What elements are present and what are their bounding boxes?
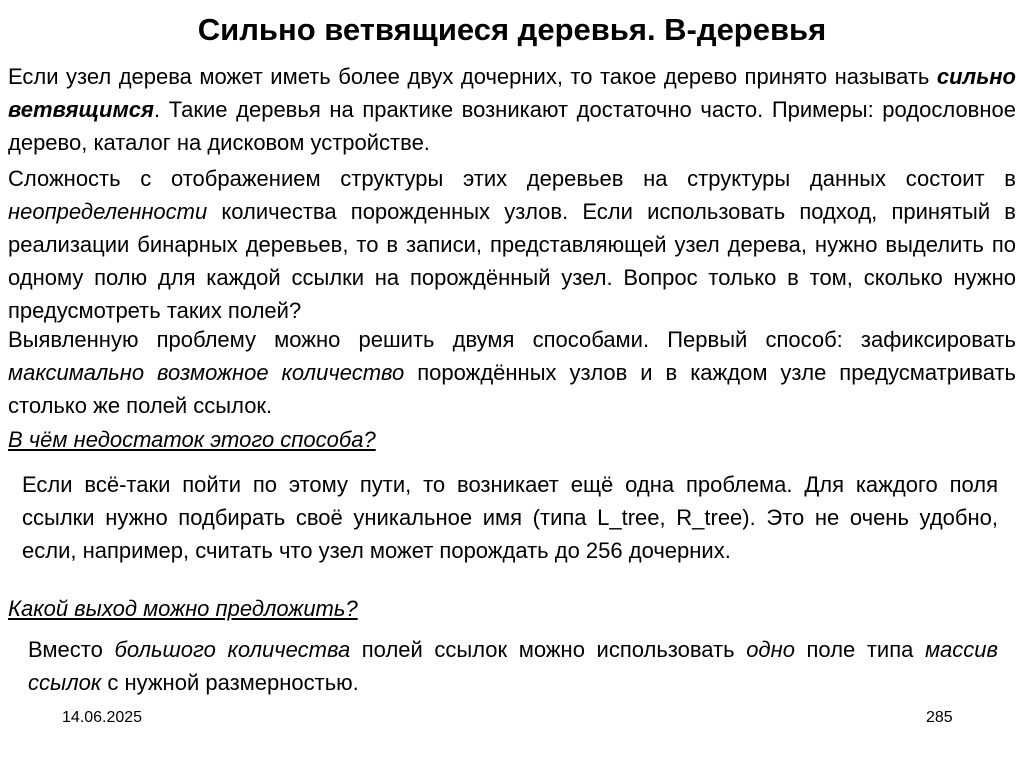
paragraph-text: полей ссылок можно использовать: [350, 637, 747, 662]
emphasis-term: максимально возможное количество: [8, 360, 405, 385]
page-number: 285: [926, 709, 953, 726]
paragraph-text: Сложность с отображением структуры этих деревьев на структуры данных состоит в: [8, 166, 1016, 191]
question-alternative: Какой выход можно предложить?: [8, 596, 358, 621]
paragraph-solution: [8, 323, 1016, 422]
paragraph-text: поле типа: [794, 637, 925, 662]
paragraph-text: количества порожденных узлов. Если использовать подход, принятый в реализации бинарных деревьев, то в записи, представляющей узел дерева, нужно выделить по одному полю для каждой ссылки на порождённый узел. Вопрос только в том, сколько нужно предусмотреть таких полей?: [8, 199, 1016, 323]
paragraph-text: Если всё-таки пойти по этому пути, то возникает ещё одна проблема. Для каждого поля ссылки нужно подбирать своё уникальное имя (типа L_tree, R_tree). Это не очень удобно, если, например, считать что узел может порождать до 256 дочерних.: [22, 472, 998, 563]
paragraph-definition: [8, 60, 1016, 159]
emphasis-term: одно: [746, 637, 795, 662]
emphasis-term: большого количества: [114, 637, 351, 662]
paragraph-text: Выявленную проблему можно решить двумя способами. Первый способ: зафиксировать: [8, 327, 1016, 352]
slide-title: Сильно ветвящиеся деревья. В-деревья: [197, 12, 827, 47]
paragraph-text: порождённых узлов и в каждом узле предусматривать столько же полей ссылок.: [8, 360, 1017, 418]
emphasis-term: неопределенности: [8, 199, 208, 224]
paragraph-text: Если узел дерева может иметь более двух дочерних, то такое дерево принято называть: [8, 64, 937, 89]
paragraph-answer-alternative: [28, 633, 998, 699]
paragraph-problem: [8, 162, 1016, 327]
emphasis-term: массив ссылок: [28, 637, 998, 695]
question-drawback: В чём недостаток этого способа?: [8, 427, 376, 452]
paragraph-text: . Такие деревья на практике возникают достаточно часто. Примеры: родословное дерево, каталог на дисковом устройстве.: [8, 97, 1016, 155]
emphasis-term: сильно ветвящимся: [8, 64, 1016, 122]
footer-date: 14.06.2025: [62, 709, 143, 726]
paragraph-text: Вместо: [28, 637, 115, 662]
paragraph-text: с нужной размерностью.: [101, 670, 359, 695]
paragraph-answer-drawback: [22, 468, 998, 567]
